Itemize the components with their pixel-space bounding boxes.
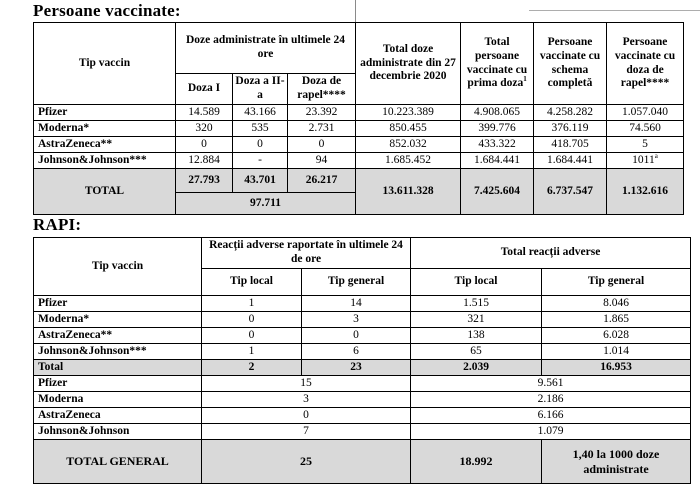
value-cell: 23.392 <box>288 105 356 121</box>
value-text: 1011 <box>632 153 655 166</box>
value-cell: 2.186 <box>411 392 691 408</box>
value-cell: 8.046 <box>542 296 691 312</box>
value-cell: 138 <box>411 328 542 344</box>
total-value-cell: 26.217 <box>288 169 356 193</box>
col-header-doza-2: Doza a II-a <box>233 74 288 105</box>
col-group-reactii-24h: Reacții adverse raportate în ultimele 24 de ore <box>202 238 411 269</box>
vaccine-name: Johnson&Johnson <box>34 424 202 440</box>
value-cell: 1.014 <box>542 344 691 360</box>
value-cell: 10.223.389 <box>356 105 461 121</box>
value-cell: 399.776 <box>461 121 534 137</box>
value-cell: 1.515 <box>411 296 542 312</box>
col-header-schema-completa: Persoane vaccinate cu schema completă <box>534 23 607 105</box>
value-cell: 321 <box>411 312 542 328</box>
value-cell: 14 <box>302 296 411 312</box>
value-cell: 3 <box>302 312 411 328</box>
vaccine-name: Moderna* <box>34 312 202 328</box>
value-cell: 0 <box>302 328 411 344</box>
vaccine-name: Moderna <box>34 392 202 408</box>
table-row-moderna-summary <box>34 392 691 408</box>
col-header-tip-general-24h: Tip general <box>302 269 411 296</box>
table-row-pfizer-summary <box>34 376 691 392</box>
value-cell <box>607 153 684 169</box>
value-cell: 6.028 <box>542 328 691 344</box>
col-header-tip-vaccin: Tip vaccin <box>34 23 176 105</box>
total-value-cell: 6.737.547 <box>534 169 607 215</box>
col-header-tip-local-24h: Tip local <box>202 269 302 296</box>
value-cell: 0 <box>288 137 356 153</box>
value-cell: 433.322 <box>461 137 534 153</box>
value-cell: 3 <box>202 392 411 408</box>
value-cell: 1.684.441 <box>534 153 607 169</box>
total-value-cell: 27.793 <box>176 169 233 193</box>
value-cell: 4.908.065 <box>461 105 534 121</box>
vaccine-name: Johnson&Johnson*** <box>34 344 202 360</box>
total-value-cell: 16.953 <box>542 360 691 376</box>
col-header-total-prima-doza <box>461 23 534 105</box>
section-heading-rapi: RAPI: <box>33 215 82 234</box>
vaccine-name: Johnson&Johnson*** <box>34 153 176 169</box>
total-general-total-cell: 18.992 <box>411 440 542 484</box>
value-cell: 0 <box>202 328 302 344</box>
value-cell: 1.685.452 <box>356 153 461 169</box>
table-row-johnson <box>34 153 684 169</box>
value-cell: 6.166 <box>411 408 691 424</box>
value-cell: 850.455 <box>356 121 461 137</box>
value-cell: 4.258.282 <box>534 105 607 121</box>
col-group-total-reactii: Total reacții adverse <box>411 238 691 269</box>
total-value-cell: 7.425.604 <box>461 169 534 215</box>
value-cell: 852.032 <box>356 137 461 153</box>
table-header-row <box>34 23 684 74</box>
table-row-astrazeneca <box>34 328 691 344</box>
crop-artifact-vertical-line <box>355 0 356 22</box>
table-header-row <box>34 238 691 269</box>
value-cell: 418.705 <box>534 137 607 153</box>
value-cell: 0 <box>202 312 302 328</box>
value-cell: 14.589 <box>176 105 233 121</box>
value-cell: 43.166 <box>233 105 288 121</box>
value-cell: 94 <box>288 153 356 169</box>
value-cell: 65 <box>411 344 542 360</box>
vaccine-name: Pfizer <box>34 105 176 121</box>
col-group-doze-24h: Doze administrate în ultimele 24 ore <box>176 23 356 74</box>
table-row-pfizer <box>34 105 684 121</box>
value-cell: 376.119 <box>534 121 607 137</box>
total-value-cell: 23 <box>302 360 411 376</box>
value-cell: 6 <box>302 344 411 360</box>
table-row-total <box>34 360 691 376</box>
value-cell: 0 <box>202 408 411 424</box>
value-cell: 1 <box>202 296 302 312</box>
total-general-rate-cell: 1,40 la 1000 doze administrate <box>542 440 691 484</box>
table-row-total <box>34 169 684 193</box>
rapi-table <box>33 237 691 484</box>
col-header-doza-1: Doza I <box>176 74 233 105</box>
vaccine-name: Moderna* <box>34 121 176 137</box>
total-value-cell: 2 <box>202 360 302 376</box>
vaccine-name: AstraZeneca** <box>34 328 202 344</box>
vaccine-name: AstraZeneca** <box>34 137 176 153</box>
value-cell: 1.865 <box>542 312 691 328</box>
col-header-persoane-rapel: Persoane vaccinate cu doza de rapel**** <box>607 23 684 105</box>
col-header-total-prima-text: Total persoane vaccinate cu prima doza <box>466 36 528 90</box>
value-cell: 7 <box>202 424 411 440</box>
table-row-astrazeneca <box>34 137 684 153</box>
value-cell: 0 <box>176 137 233 153</box>
total-value-cell: 1.132.616 <box>607 169 684 215</box>
table-row-pfizer <box>34 296 691 312</box>
total-general-reported-cell: 25 <box>202 440 411 484</box>
total-value-cell: 13.611.328 <box>356 169 461 215</box>
value-cell: 1.079 <box>411 424 691 440</box>
col-header-tip-local-total: Tip local <box>411 269 542 296</box>
table-row-total-general <box>34 440 691 484</box>
section-heading-persoane-vaccinate: Persoane vaccinate: <box>33 1 181 20</box>
value-cell: 2.731 <box>288 121 356 137</box>
col-header-total-doze: Total doze administrate din 27 decembrie 2020 <box>356 23 461 105</box>
footnote-marker-1: 1 <box>523 75 527 84</box>
value-cell: 1.684.441 <box>461 153 534 169</box>
vaccine-name: Pfizer <box>34 296 202 312</box>
value-cell: 1.057.040 <box>607 105 684 121</box>
value-cell: - <box>233 153 288 169</box>
value-cell: 5 <box>607 137 684 153</box>
col-header-doza-rapel: Doza de rapel**** <box>288 74 356 105</box>
table-row-astrazeneca-summary <box>34 408 691 424</box>
total-value-cell: 43.701 <box>233 169 288 193</box>
value-cell: 74.560 <box>607 121 684 137</box>
value-cell: 1 <box>202 344 302 360</box>
vaccine-name: AstraZeneca <box>34 408 202 424</box>
total-label: Total <box>34 360 202 376</box>
vaccinated-table <box>33 22 684 215</box>
value-cell: 0 <box>233 137 288 153</box>
value-cell: 15 <box>202 376 411 392</box>
total-general-label: TOTAL GENERAL <box>34 440 202 484</box>
table-row-moderna <box>34 121 684 137</box>
col-header-tip-vaccin: Tip vaccin <box>34 238 202 296</box>
total-value-cell: 2.039 <box>411 360 542 376</box>
footnote-marker-a: a <box>654 152 658 160</box>
total-label: TOTAL <box>34 169 176 215</box>
crop-artifact-horizontal-line <box>529 10 700 11</box>
value-cell: 12.884 <box>176 153 233 169</box>
table-row-johnson-summary <box>34 424 691 440</box>
col-header-tip-general-total: Tip general <box>542 269 691 296</box>
value-cell: 535 <box>233 121 288 137</box>
value-cell: 320 <box>176 121 233 137</box>
table-row-moderna <box>34 312 691 328</box>
value-cell: 9.561 <box>411 376 691 392</box>
total-24h-sum-cell: 97.711 <box>176 193 356 215</box>
table-row-johnson <box>34 344 691 360</box>
vaccine-name: Pfizer <box>34 376 202 392</box>
